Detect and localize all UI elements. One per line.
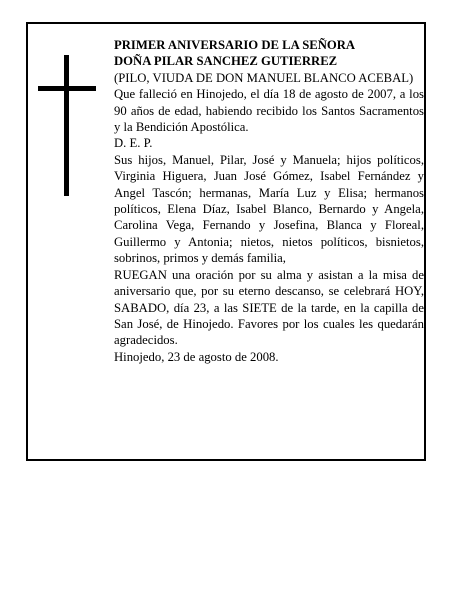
subtitle: (PILO, VIUDA DE DON MANUEL BLANCO ACEBAL) xyxy=(114,70,414,85)
family-paragraph: Sus hijos, Manuel, Pilar, José y Manuela; hijos políticos, Virginia Higuera, Juan José Gómez, Isabel Fernández y Angel Tascón; hermanas, María Luz y Elisa; hermanos políticos, Elena Díaz, Isabel Blanco, Bernardo y Angela, Carolina Vega, Fernando y Josefina, Blanca y Floreal, Guillermo y Antonia; nietos, nietos políticos, bisnietos, sobrinos, primos y demás familia, xyxy=(114,152,424,266)
cross-icon-arm xyxy=(38,86,96,91)
place-date: Hinojedo, 23 de agosto de 2008. xyxy=(114,349,279,364)
title-line-1: PRIMER ANIVERSARIO DE LA SEÑORA xyxy=(114,38,356,52)
cross-icon xyxy=(64,55,69,196)
rip-text: D. E. P. xyxy=(114,136,153,151)
obituary-text xyxy=(114,37,424,365)
request-paragraph: RUEGAN una oración por su alma y asistan a la misa de aniversario que, por su eterno descanso, se celebrará HOY, SABADO, día 23, a las SIETE de la tarde, en la capilla de San José, de Hinojedo. Favores por los cuales les quedarán agradecidos. xyxy=(114,267,424,348)
death-paragraph: Que falleció en Hinojedo, el día 18 de agosto de 2007, a los 90 años de edad, habiendo recibido los Santos Sacramentos y la Bendición Apostólica. xyxy=(114,87,424,135)
title-line-2: DOÑA PILAR SANCHEZ GUTIERREZ xyxy=(114,54,338,69)
